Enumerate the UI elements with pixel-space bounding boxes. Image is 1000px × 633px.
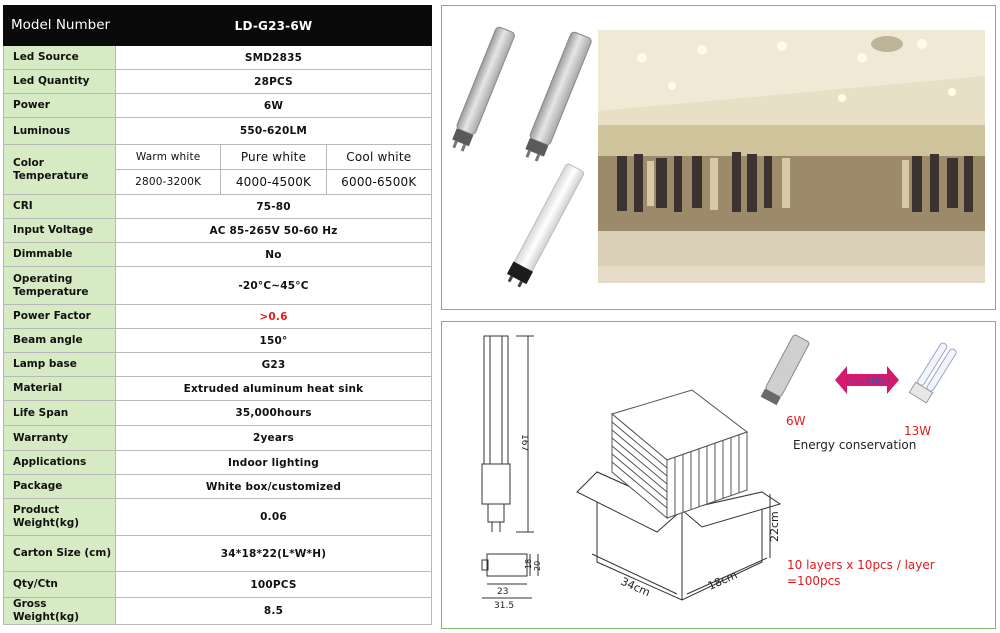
row-label: Luminous — [4, 118, 116, 145]
row-label: Warranty — [4, 426, 116, 451]
row-value: 28PCS — [116, 70, 432, 94]
color-temp-label: Color Temperature — [4, 145, 116, 195]
row-label: Product Weight(kg) — [4, 499, 116, 536]
table-row — [4, 499, 432, 536]
lamp-length-dim: 167 — [519, 434, 529, 452]
color-temp-name: Pure white — [220, 145, 325, 169]
row-value: Extruded aluminum heat sink — [116, 377, 432, 401]
cfl-power-label: 13W — [904, 424, 932, 438]
row-label: Life Span — [4, 401, 116, 426]
product-lamps-illustration — [442, 6, 995, 309]
table-row — [4, 70, 432, 94]
table-row — [4, 353, 432, 377]
product-photo-panel — [441, 5, 996, 310]
row-label: Carton Size (cm) — [4, 536, 116, 572]
color-temp-value: 6000-6500K — [326, 170, 431, 194]
table-row — [4, 426, 432, 451]
model-label: Model Number — [4, 6, 116, 46]
row-value: No — [116, 243, 432, 267]
table-row — [4, 377, 432, 401]
row-label: Qty/Ctn — [4, 572, 116, 598]
row-value: AC 85-265V 50-60 Hz — [116, 219, 432, 243]
carton-box-drawing — [577, 390, 780, 600]
packing-note-total: =100pcs — [787, 574, 841, 588]
row-label: Input Voltage — [4, 219, 116, 243]
power-factor-value: >0.6 — [116, 305, 432, 329]
row-value: 8.5 — [116, 598, 432, 625]
table-row — [4, 475, 432, 499]
model-value: LD-G23-6W — [116, 6, 432, 46]
color-temp-value: 4000-4500K — [220, 170, 325, 194]
row-value: 150° — [116, 329, 432, 353]
table-row — [4, 267, 432, 305]
row-label: Dimmable — [4, 243, 116, 267]
row-value: 35,000hours — [116, 401, 432, 426]
row-value: 550-620LM — [116, 118, 432, 145]
row-label: Led Quantity — [4, 70, 116, 94]
base-dim-20: 20 — [533, 560, 542, 571]
table-row — [4, 572, 432, 598]
row-label: Power Factor — [4, 305, 116, 329]
row-value: G23 — [116, 353, 432, 377]
row-label: Gross Weight(kg) — [4, 598, 116, 625]
row-value: Indoor lighting — [116, 451, 432, 475]
table-row — [4, 329, 432, 353]
color-temp-grid — [116, 145, 431, 194]
row-value: -20°C~45°C — [116, 267, 432, 305]
row-label: Material — [4, 377, 116, 401]
table-row — [4, 195, 432, 219]
row-value: 2years — [116, 426, 432, 451]
row-value: SMD2835 — [116, 46, 432, 70]
table-row — [4, 305, 432, 329]
table-row — [4, 94, 432, 118]
spec-table — [3, 5, 432, 625]
base-dim-23: 23 — [497, 587, 509, 597]
row-value: 6W — [116, 94, 432, 118]
row-label: Power — [4, 94, 116, 118]
row-label: Applications — [4, 451, 116, 475]
packing-note-layers: 10 layers x 10pcs / layer — [787, 558, 935, 572]
table-row — [4, 46, 432, 70]
table-row — [4, 118, 432, 145]
row-value: 34*18*22(L*W*H) — [116, 536, 432, 572]
table-row — [4, 598, 432, 625]
table-row-color-temp — [4, 145, 432, 195]
equation-label: Equation — [846, 376, 891, 387]
row-value: White box/customized — [116, 475, 432, 499]
row-label: Beam angle — [4, 329, 116, 353]
technical-drawing — [442, 322, 995, 628]
carton-length-dim: 34cm — [618, 574, 653, 600]
table-row — [4, 451, 432, 475]
table-row — [4, 219, 432, 243]
row-label: Led Source — [4, 46, 116, 70]
row-value: 100PCS — [116, 572, 432, 598]
table-row — [4, 243, 432, 267]
color-temp-value: 2800-3200K — [135, 176, 202, 188]
table-row — [4, 536, 432, 572]
base-dim-31-5: 31.5 — [494, 601, 515, 611]
color-temp-name: Warm white — [135, 151, 201, 163]
row-label: Operating Temperature — [4, 267, 116, 305]
color-temp-name: Cool white — [326, 145, 431, 169]
row-label: Package — [4, 475, 116, 499]
base-dim-18: 18 — [524, 558, 533, 569]
table-row — [4, 401, 432, 426]
carton-height-dim: 22cm — [768, 511, 781, 542]
row-label: Lamp base — [4, 353, 116, 377]
row-value: 75-80 — [116, 195, 432, 219]
led-power-label: 6W — [786, 414, 806, 428]
table-row-model — [4, 6, 432, 46]
dimension-packing-panel — [441, 321, 996, 629]
row-value: 0.06 — [116, 499, 432, 536]
row-label: CRI — [4, 195, 116, 219]
energy-caption: Energy conservation — [793, 438, 917, 452]
carton-width-dim: 18cm — [705, 568, 740, 593]
store-interior-photo — [598, 30, 985, 283]
